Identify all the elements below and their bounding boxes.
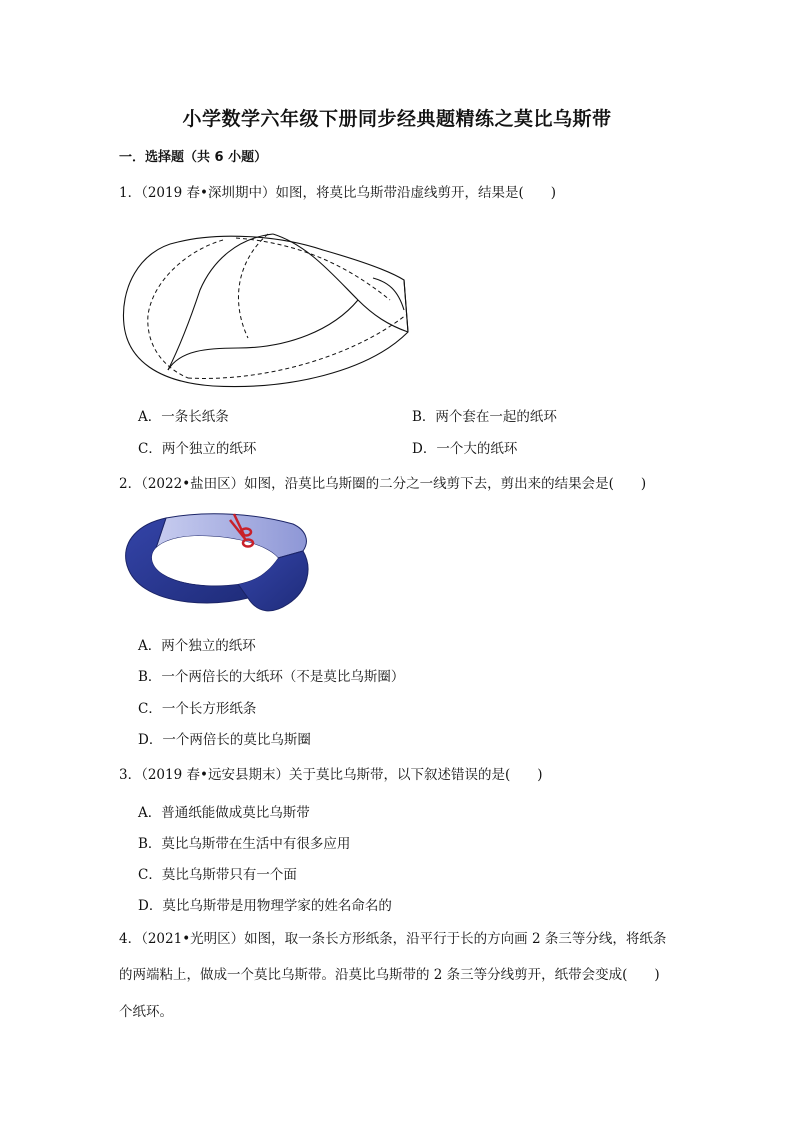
question-2-option-c: C．一个长方形纸条 bbox=[138, 701, 257, 717]
question-1-option-d: D．一个大的纸环 bbox=[412, 441, 518, 457]
question-1-option-a: A．一条长纸条 bbox=[138, 409, 229, 425]
section-heading: 一．选择题（共 6 小题） bbox=[119, 150, 268, 165]
question-3-option-b: B．莫比乌斯带在生活中有很多应用 bbox=[138, 836, 351, 852]
question-3-option-d: D．莫比乌斯带是用物理学家的姓名命名的 bbox=[138, 898, 392, 914]
question-1-option-b: B．两个套在一起的纸环 bbox=[412, 409, 557, 425]
question-1-option-c: C．两个独立的纸环 bbox=[138, 441, 257, 457]
question-3-option-c: C．莫比乌斯带只有一个面 bbox=[138, 867, 297, 883]
page-title: 小学数学六年级下册同步经典题精练之莫比乌斯带 bbox=[182, 108, 612, 130]
question-4-stem-line-3: 个纸环。 bbox=[119, 1004, 173, 1020]
question-2-stem: 2．（2022•盐田区）如图，沿莫比乌斯圈的二分之一线剪下去，剪出来的结果会是( ) bbox=[119, 476, 647, 492]
question-4-stem-line-2: 的两端粘上，做成一个莫比乌斯带。沿莫比乌斯带的 2 条三等分线剪开，纸带会变成( ) bbox=[119, 967, 660, 983]
question-2-option-a: A．两个独立的纸环 bbox=[138, 638, 256, 654]
question-3-option-a: A．普通纸能做成莫比乌斯带 bbox=[138, 805, 310, 821]
question-1-stem: 1．（2019 春•深圳期中）如图，将莫比乌斯带沿虚线剪开，结果是( ) bbox=[119, 185, 556, 201]
question-4-stem-line-1: 4．（2021•光明区）如图，取一条长方形纸条，沿平行于长的方向画 2 条三等分线，将纸条 bbox=[119, 931, 667, 947]
mobius-strip-scissors-figure bbox=[118, 506, 314, 618]
question-3-stem: 3．（2019 春•远安县期末）关于莫比乌斯带，以下叙述错误的是( ) bbox=[119, 767, 543, 783]
question-2-option-b: B．一个两倍长的大纸环（不是莫比乌斯圈） bbox=[138, 669, 405, 685]
question-2-option-d: D．一个两倍长的莫比乌斯圈 bbox=[138, 732, 311, 748]
mobius-strip-dashed-figure bbox=[118, 220, 413, 392]
